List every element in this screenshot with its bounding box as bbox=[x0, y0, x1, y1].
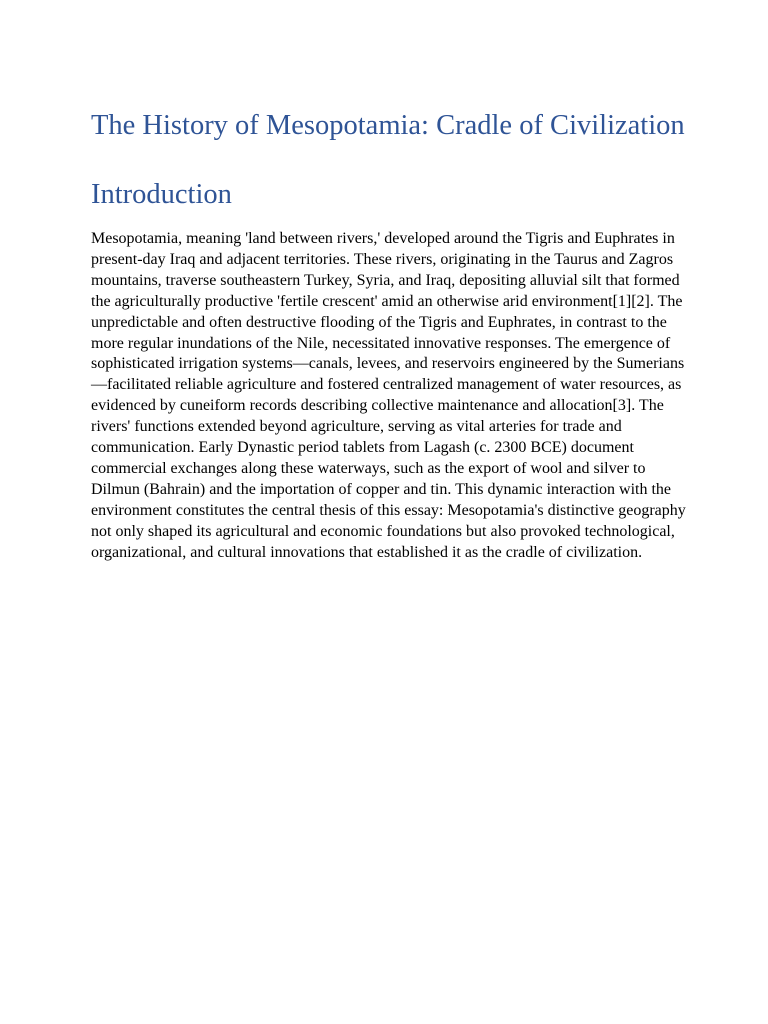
section-heading-introduction: Introduction bbox=[91, 179, 232, 210]
document-content bbox=[91, 108, 687, 564]
document-title: The History of Mesopotamia: Cradle of Civilization bbox=[91, 110, 685, 141]
introduction-paragraph: Mesopotamia, meaning 'land between rivers,' developed around the Tigris and Euphrates in present-day Iraq and adjacent territories. These rivers, originating in the Taurus and Zagros mountains, traverse southeastern Turkey, Syria, and Iraq, depositing alluvial silt that formed the agriculturally productive 'fertile crescent' amid an otherwise arid environment[1][2]. The unpredictable and often destructive flooding of the Tigris and Euphrates, in contrast to the more regular inundations of the Nile, necessitated innovative responses. The emergence of sophisticated irrigation systems—canals, levees, and reservoirs engineered by the Sumerians—facilitated reliable agriculture and fostered centralized management of water resources, as evidenced by cuneiform records describing collective maintenance and allocation[3]. The rivers' functions extended beyond agriculture, serving as vital arteries for trade and communication. Early Dynastic period tablets from Lagash (c. 2300 BCE) document commercial exchanges along these waterways, such as the export of wool and silver to Dilmun (Bahrain) and the importation of copper and tin. This dynamic interaction with the environment constitutes the central thesis of this essay: Mesopotamia's distinctive geography not only shaped its agricultural and economic foundations but also provoked technological, organizational, and cultural innovations that established it as the cradle of civilization. bbox=[91, 230, 686, 561]
